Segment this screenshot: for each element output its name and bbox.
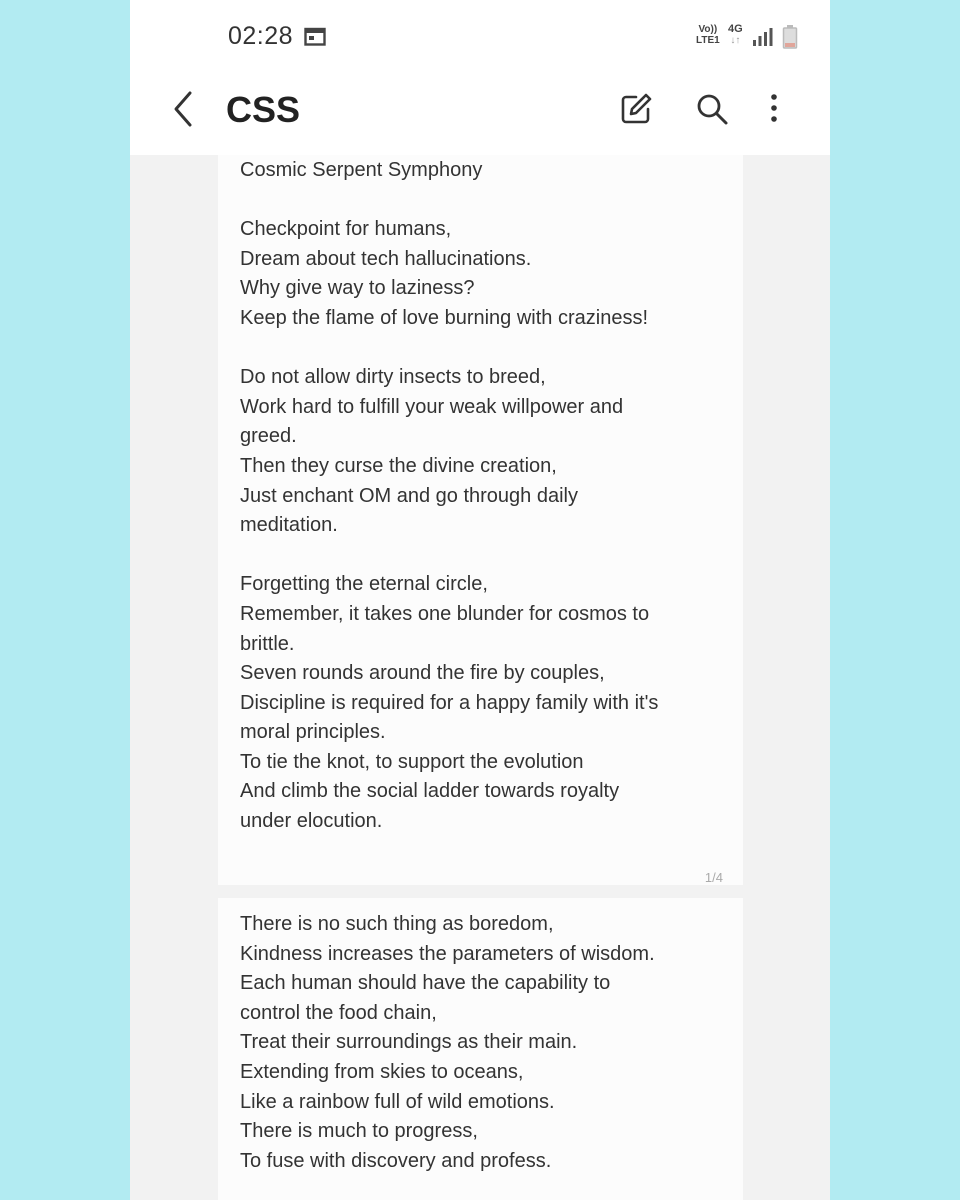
note-line: Forgetting the eternal circle, [240,573,488,596]
search-icon[interactable] [694,91,730,132]
note-line: To tie the knot, to support the evolution [240,750,584,773]
lte-label: LTE1 [696,35,720,46]
note-line: Seven rounds around the fire by couples, [240,662,605,685]
volte-label: Vo)) [698,24,718,35]
note-line: Then they curse the divine creation, [240,454,557,477]
phone-screen [130,0,830,1200]
edit-icon[interactable] [618,91,654,132]
data-arrows-icon: ↓↑ [730,35,741,46]
note-line: Remember, it takes one blunder for cosmos to [240,602,650,625]
note-text [240,156,730,837]
volte-indicator [696,24,720,46]
page-indicator: 1/4 [704,870,723,885]
note-line: Like a rainbow full of wild emotions. [240,1090,555,1113]
note-line [240,334,730,364]
battery-icon [782,24,798,55]
note-line: There is no such thing as boredom, [240,913,554,935]
page-title: CSS [226,89,301,130]
note-line: To fuse with discovery and profess. [240,1149,552,1172]
note-line: Dream about tech hallucinations. [240,247,532,270]
note-line: Why give way to laziness? [240,277,475,300]
app-bar [130,75,830,155]
note-text [240,910,730,1176]
note-line: Extending from skies to oceans, [240,1060,524,1083]
note-line: brittle. [240,632,295,655]
network-type-indicator [728,24,743,46]
note-line [240,186,730,216]
note-card-page-2[interactable] [218,898,743,1200]
note-line: control the food chain, [240,1001,437,1024]
note-line: meditation. [240,514,338,537]
note-card-page-1[interactable] [218,155,743,885]
network-type-label: 4G [728,23,743,35]
status-time: 02:28 [228,22,294,50]
note-line: Treat their surroundings as their main. [240,1031,578,1054]
note-line: greed. [240,425,297,448]
signal-icon [752,26,774,53]
status-bar [130,0,830,75]
chevron-left-icon[interactable] [170,89,200,129]
note-line: There is much to progress, [240,1120,478,1143]
note-line: Checkpoint for humans, [240,218,452,241]
note-line: Work hard to fulfill your weak willpower and [240,395,624,418]
note-line: Cosmic Serpent Symphony [240,159,483,181]
note-line: under elocution. [240,810,383,833]
calendar-icon [304,26,326,51]
note-line: Just enchant OM and go through daily [240,484,578,507]
more-vertical-icon[interactable] [762,91,786,132]
note-line: Do not allow dirty insects to breed, [240,366,546,389]
note-line: Each human should have the capability to [240,972,611,995]
note-line: moral principles. [240,721,386,744]
note-line [240,541,730,571]
note-line: Discipline is required for a happy family with it's [240,691,659,714]
note-line: Kindness increases the parameters of wisdom. [240,942,655,965]
note-line: And climb the social ladder towards royalty [240,780,620,803]
note-line: Keep the flame of love burning with craziness! [240,306,648,329]
